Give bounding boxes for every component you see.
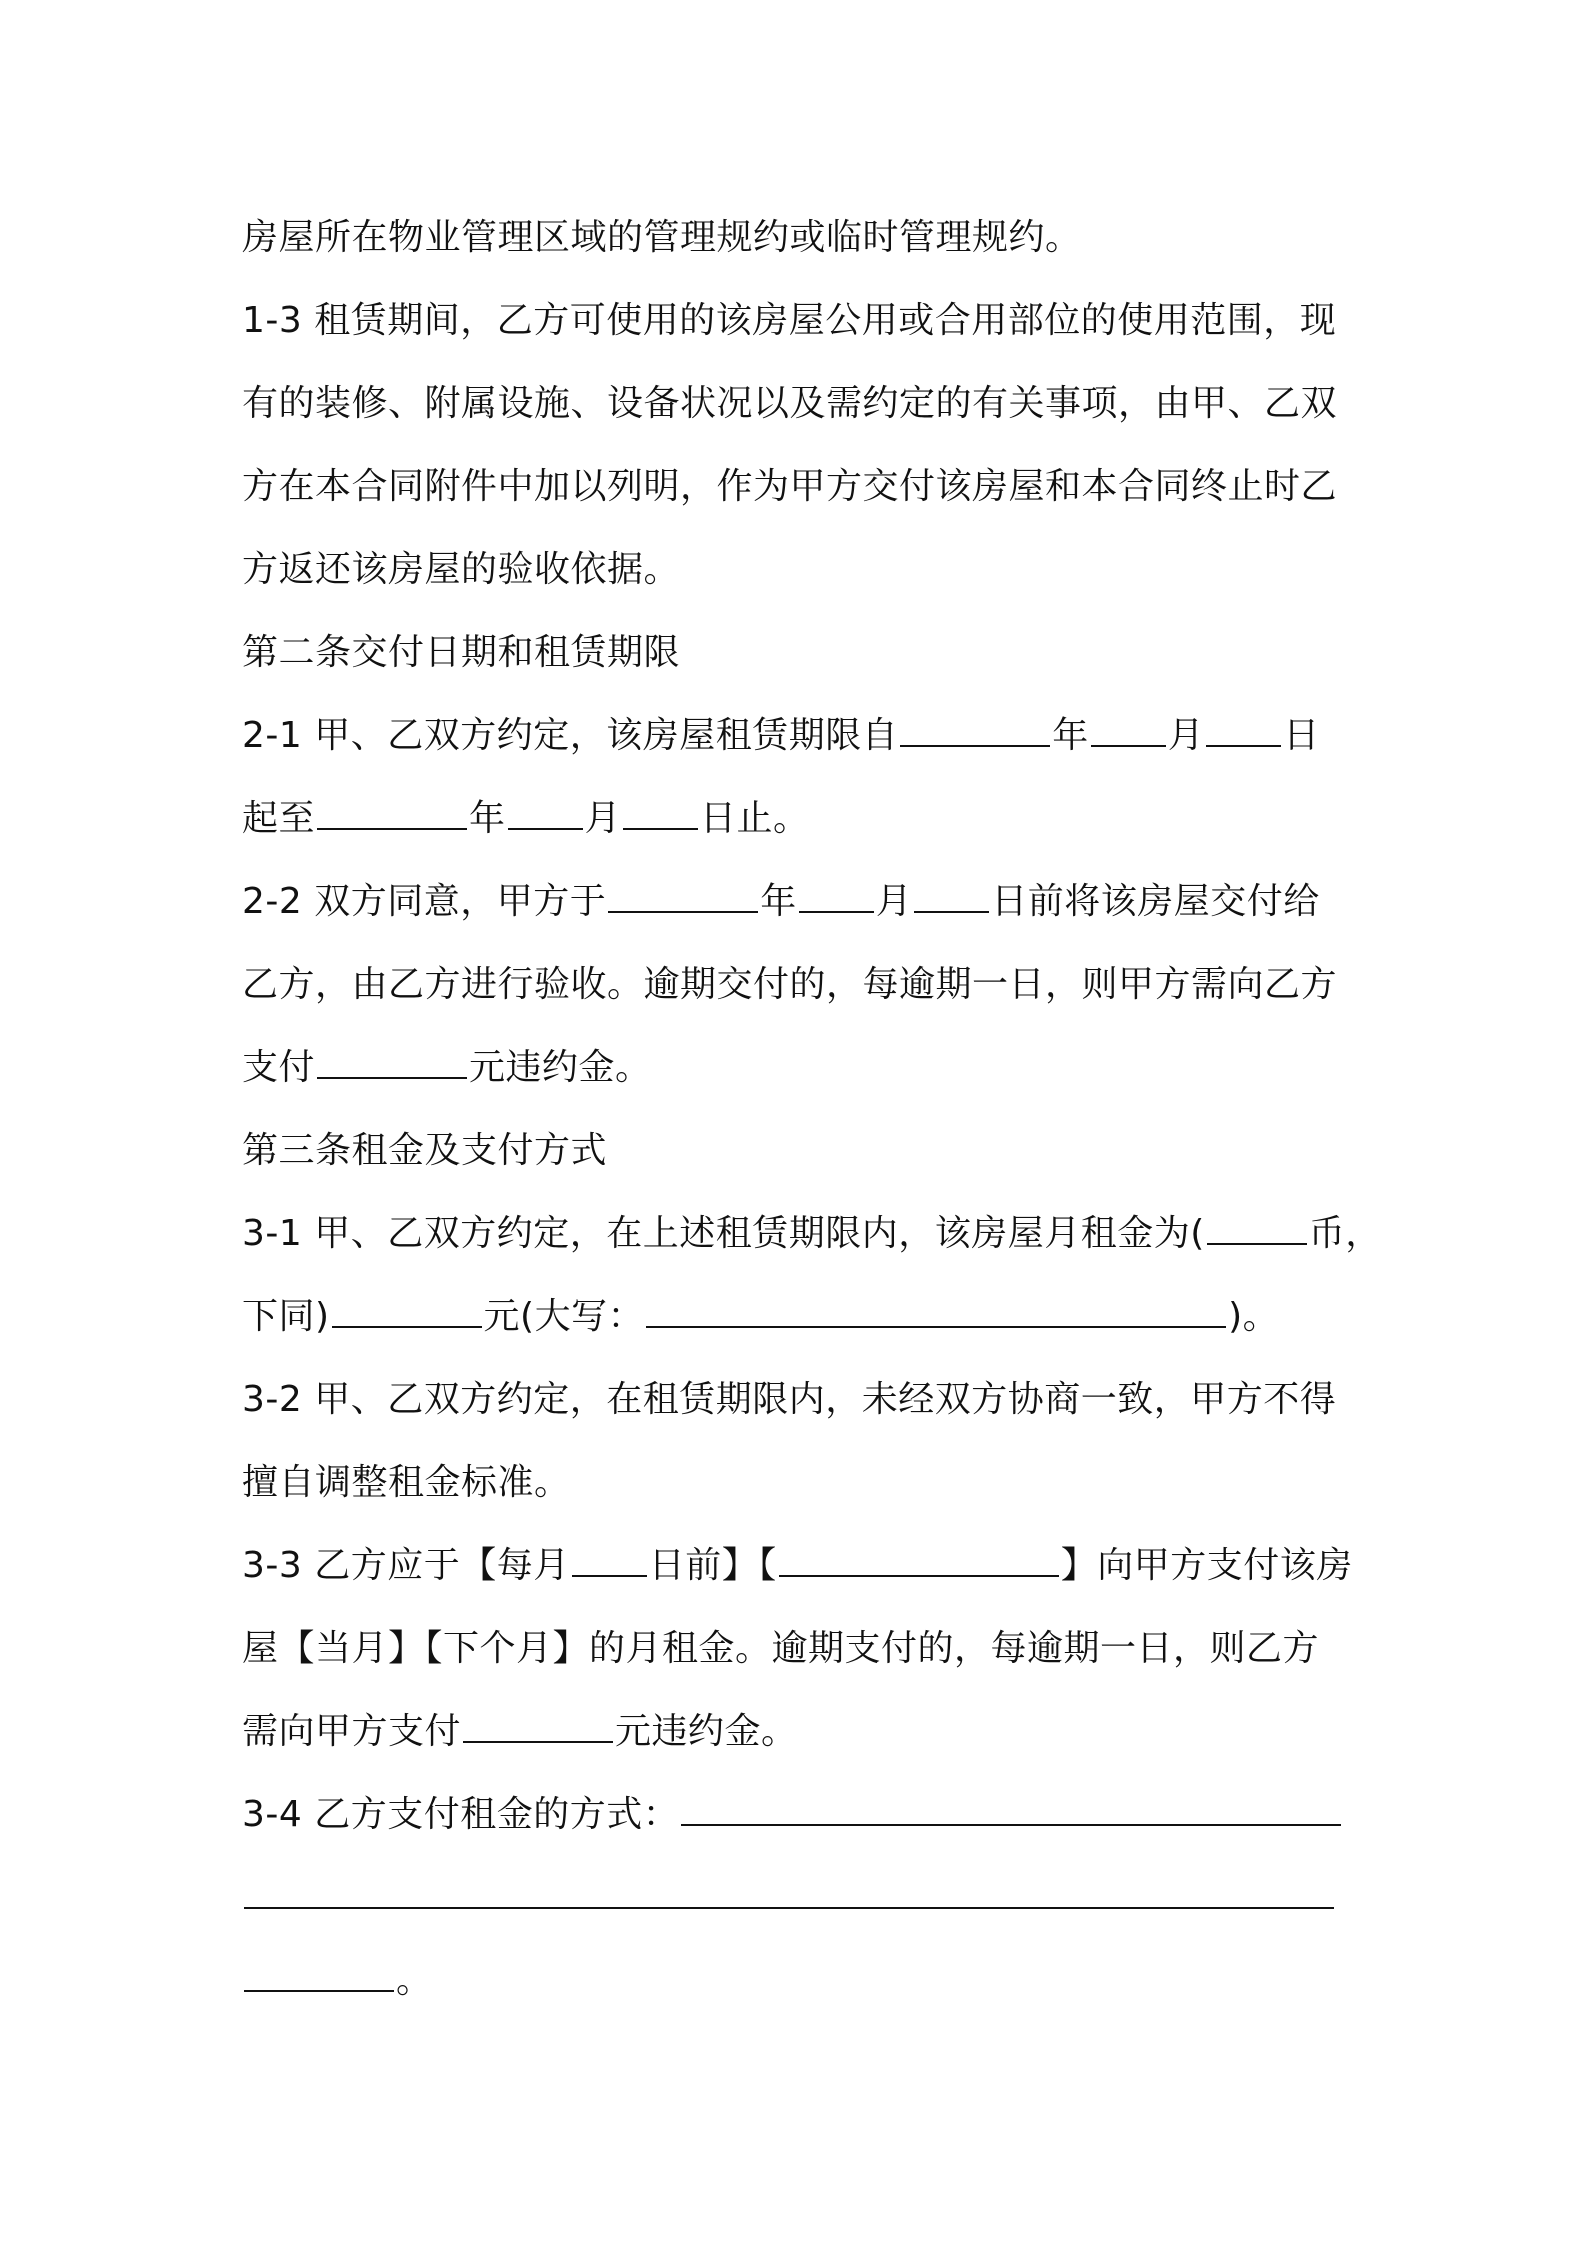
penalty-amount-blank[interactable] <box>317 1037 467 1079</box>
clause-text: 月 <box>875 881 913 922</box>
clause-text: 日 <box>1283 715 1320 756</box>
clause-text: 元违约金。 <box>469 1047 652 1088</box>
clause-text: 年 <box>469 798 506 839</box>
currency-blank[interactable] <box>1207 1203 1307 1245</box>
clause-text: 月 <box>584 798 622 839</box>
clause-3-4-line-2 <box>242 1856 1352 1939</box>
clause-3-3-line-3 <box>242 1690 1352 1773</box>
text-line: 方在本合同附件中加以列明，作为甲方交付该房屋和本合同终止时乙 <box>242 466 1338 507</box>
clause-text: 元(大写： <box>483 1296 645 1337</box>
text-line: 1-3 租赁期间，乙方可使用的该房屋公用或合用部位的使用范围，现 <box>242 300 1337 341</box>
clause-2-2-line-3 <box>242 1026 1352 1109</box>
clause-3-1-line-1 <box>242 1192 1382 1275</box>
clause-3-3-line-1 <box>242 1524 1352 1607</box>
payment-date-blank[interactable] <box>779 1535 1059 1577</box>
clause-text: 】向甲方支付该房 <box>1060 1545 1353 1586</box>
payment-method-blank[interactable] <box>681 1784 1341 1826</box>
clause-text: 年 <box>760 881 797 922</box>
clause-3-2-line-2: 擅自调整租金标准。 <box>242 1462 571 1503</box>
clause-text: 2-1 甲、乙双方约定，该房屋租赁期限自 <box>242 715 899 756</box>
clause-text: )。 <box>1228 1296 1280 1337</box>
clause-text: 支付 <box>242 1047 316 1088</box>
payment-method-blank[interactable] <box>244 1867 1334 1909</box>
rent-amount-words-blank[interactable] <box>646 1286 1226 1328</box>
clause-3-3-line-2: 屋【当月】【下个月】的月租金。逾期支付的，每逾期一日，则乙方 <box>242 1628 1320 1669</box>
clause-text: 币， <box>1308 1213 1382 1254</box>
section-heading-2: 第二条交付日期和租赁期限 <box>242 632 681 673</box>
day-blank[interactable] <box>1206 705 1281 747</box>
year-blank[interactable] <box>317 788 467 830</box>
rent-amount-blank[interactable] <box>332 1286 482 1328</box>
clause-3-4-line-1 <box>242 1773 1352 1856</box>
clause-3-4-line-3 <box>242 1939 1352 2022</box>
text-line: 方返还该房屋的验收依据。 <box>242 549 681 590</box>
clause-text: 月 <box>1167 715 1205 756</box>
clause-2-2-line-1 <box>242 860 1352 943</box>
section-heading-3: 第三条租金及支付方式 <box>242 1130 608 1171</box>
clause-text: 3-3 乙方应于【每月 <box>242 1545 570 1586</box>
clause-text: 3-4 乙方支付租金的方式： <box>242 1794 680 1835</box>
clause-text: 日前将该房屋交付给 <box>991 881 1320 922</box>
text-line: 房屋所在物业管理区域的管理规约或临时管理规约。 <box>242 217 1082 258</box>
month-blank[interactable] <box>508 788 583 830</box>
year-blank[interactable] <box>900 705 1050 747</box>
year-blank[interactable] <box>608 871 758 913</box>
clause-3-2-line-1: 3-2 甲、乙双方约定，在租赁期限内，未经双方协商一致，甲方不得 <box>242 1379 1337 1420</box>
clause-text: 起至 <box>242 798 316 839</box>
clause-text: 3-1 甲、乙双方约定，在上述租赁期限内，该房屋月租金为( <box>242 1213 1205 1254</box>
day-blank[interactable] <box>914 871 989 913</box>
text-line: 有的装修、附属设施、设备状况以及需约定的有关事项，由甲、乙双 <box>242 383 1338 424</box>
clause-text: 日前】【 <box>648 1545 777 1586</box>
clause-text: 下同) <box>242 1296 330 1337</box>
clause-2-1-line-1 <box>242 694 1352 777</box>
clause-text: 2-2 双方同意，甲方于 <box>242 881 607 922</box>
clause-text: 元违约金。 <box>615 1711 798 1752</box>
month-blank[interactable] <box>799 871 874 913</box>
payment-method-blank[interactable] <box>244 1950 394 1992</box>
contract-body <box>242 196 1382 2022</box>
clause-2-1-line-2 <box>242 777 1352 860</box>
day-blank[interactable] <box>572 1535 647 1577</box>
clause-text: 年 <box>1052 715 1089 756</box>
clause-3-1-line-2 <box>242 1275 1352 1358</box>
clause-text: 需向甲方支付 <box>242 1711 462 1752</box>
clause-text: 。 <box>396 1960 433 2001</box>
month-blank[interactable] <box>1091 705 1166 747</box>
day-blank[interactable] <box>623 788 698 830</box>
penalty-amount-blank[interactable] <box>463 1701 613 1743</box>
clause-text: 日止。 <box>700 798 810 839</box>
clause-2-2-line-2: 乙方，由乙方进行验收。逾期交付的，每逾期一日，则甲方需向乙方 <box>242 964 1338 1005</box>
